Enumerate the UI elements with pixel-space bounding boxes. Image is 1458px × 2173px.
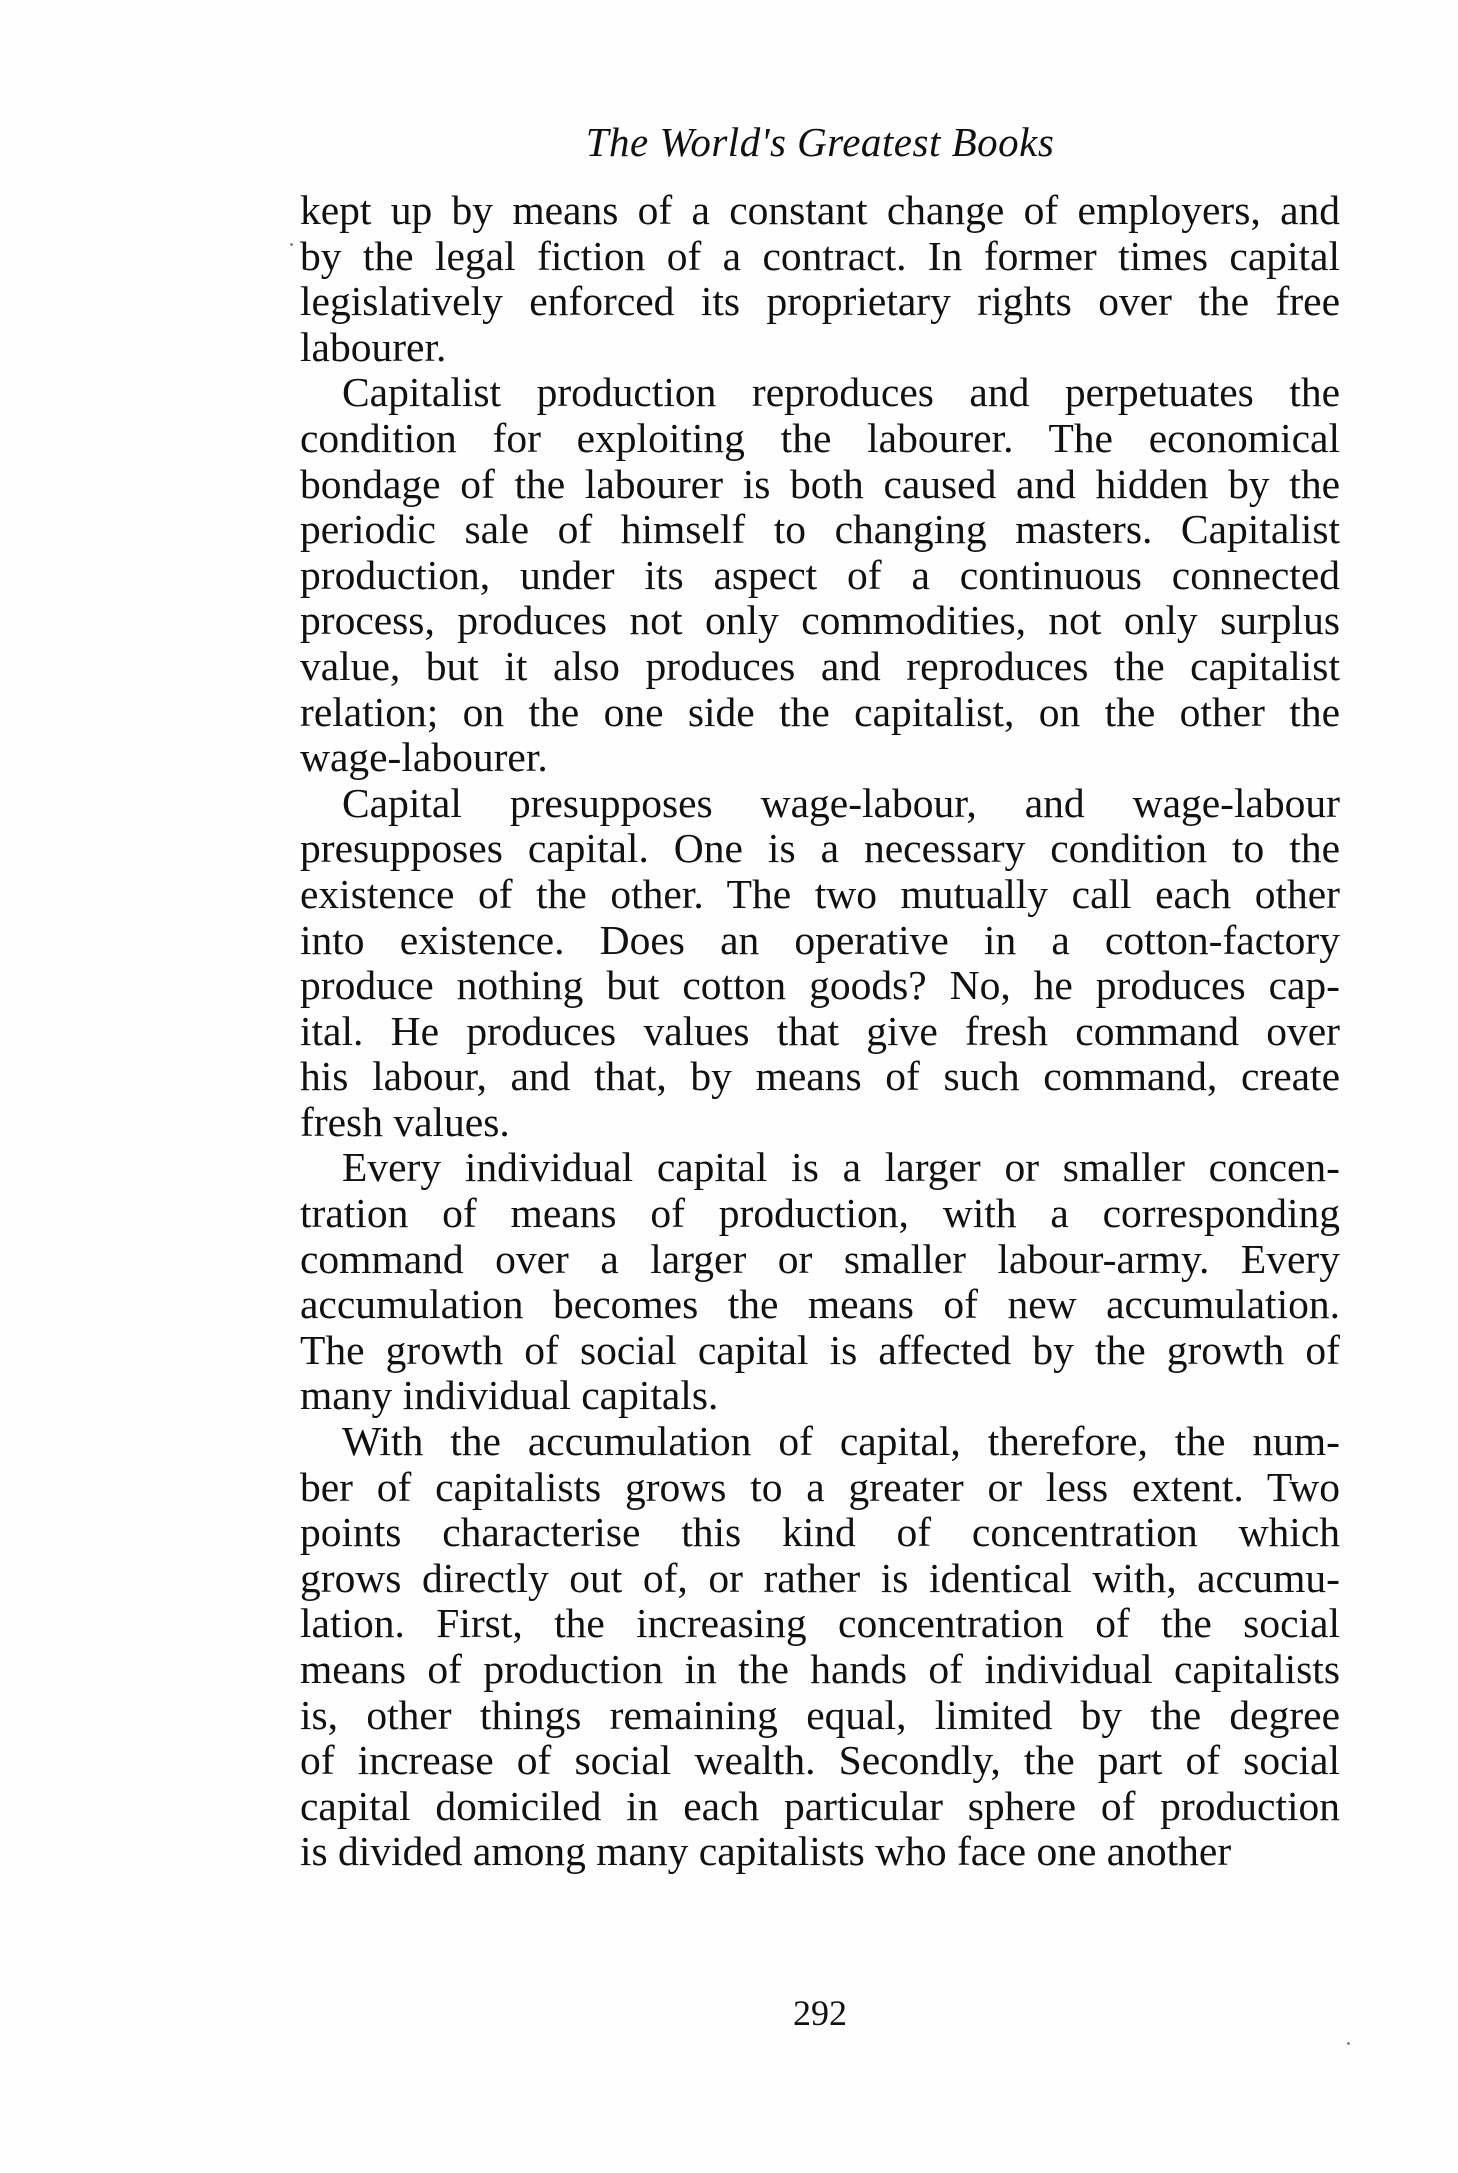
text-line: command over a larger or smaller labour-army. Every bbox=[300, 1235, 1340, 1282]
text-line: bondage of the labourer is both caused and hidden by the bbox=[300, 460, 1340, 507]
paragraph bbox=[300, 188, 1340, 370]
text-line: points characterise this kind of concentration which bbox=[300, 1509, 1340, 1556]
text-line: capital domiciled in each particular sphere of production bbox=[300, 1782, 1340, 1829]
text-line: value, but it also produces and reproduces the capitalist bbox=[300, 642, 1340, 689]
text-line: labourer. bbox=[300, 323, 447, 370]
text-line: kept up by means of a constant change of employers, and bbox=[300, 187, 1340, 233]
text-line: tration of means of production, with a corresponding bbox=[300, 1190, 1340, 1237]
paragraph bbox=[300, 1145, 1340, 1419]
text-line: accumulation becomes the means of new accumulation. bbox=[300, 1281, 1340, 1328]
text-line: condition for exploiting the labourer. The economical bbox=[300, 414, 1340, 461]
text-line: wage-labourer. bbox=[300, 734, 548, 781]
text-line: Every individual capital is a larger or smaller concen- bbox=[342, 1144, 1340, 1191]
text-line: periodic sale of himself to changing masters. Capitalist bbox=[300, 506, 1340, 553]
text-line: ber of capitalists grows to a greater or less extent. Two bbox=[300, 1463, 1340, 1510]
text-line: Capitalist production reproduces and perpetuates the bbox=[342, 369, 1340, 416]
text-line: process, produces not only commodities, not only surplus bbox=[300, 597, 1340, 644]
page-number: 292 bbox=[793, 1993, 847, 2033]
text-line: of increase of social wealth. Secondly, the part of social bbox=[300, 1737, 1340, 1784]
text-line: Capital presupposes wage-labour, and wage-labour bbox=[342, 779, 1340, 826]
text-line: is divided among many capitalists who face one another bbox=[300, 1828, 1232, 1875]
text-line: existence of the other. The two mutually call each other bbox=[300, 870, 1340, 917]
text-line: grows directly out of, or rather is identical with, accumu- bbox=[300, 1554, 1340, 1601]
text-line: produce nothing but cotton goods? No, he produces cap- bbox=[300, 962, 1340, 1009]
text-line: is, other things remaining equal, limited by the degree bbox=[300, 1691, 1340, 1738]
print-speck bbox=[290, 243, 293, 246]
text-line: many individual capitals. bbox=[300, 1372, 719, 1419]
text-line: The growth of social capital is affected by the growth of bbox=[300, 1326, 1340, 1373]
text-line: lation. First, the increasing concentration of the social bbox=[300, 1600, 1340, 1647]
text-line: means of production in the hands of individual capitalists bbox=[300, 1646, 1340, 1692]
body-text bbox=[300, 188, 1340, 1875]
text-line: production, under its aspect of a continuous connected bbox=[300, 551, 1340, 598]
text-line: presupposes capital. One is a necessary condition to the bbox=[300, 825, 1340, 872]
text-line: by the legal fiction of a contract. In former times capital bbox=[300, 232, 1340, 279]
paragraph bbox=[300, 1419, 1340, 1875]
paragraph bbox=[300, 370, 1340, 780]
running-title: The World's Greatest Books bbox=[585, 119, 1055, 165]
paragraph bbox=[300, 781, 1340, 1146]
text-line: ital. He produces values that give fresh command over bbox=[300, 1007, 1340, 1054]
text-line: fresh values. bbox=[300, 1098, 510, 1145]
text-line: into existence. Does an operative in a cotton-factory bbox=[300, 916, 1340, 963]
print-speck bbox=[1347, 2042, 1350, 2045]
text-line: legislatively enforced its proprietary rights over the free bbox=[300, 278, 1340, 325]
text-line: relation; on the one side the capitalist, on the other the bbox=[300, 688, 1340, 735]
text-line: his labour, and that, by means of such command, create bbox=[300, 1053, 1340, 1100]
text-line: With the accumulation of capital, therefore, the num- bbox=[342, 1418, 1340, 1465]
